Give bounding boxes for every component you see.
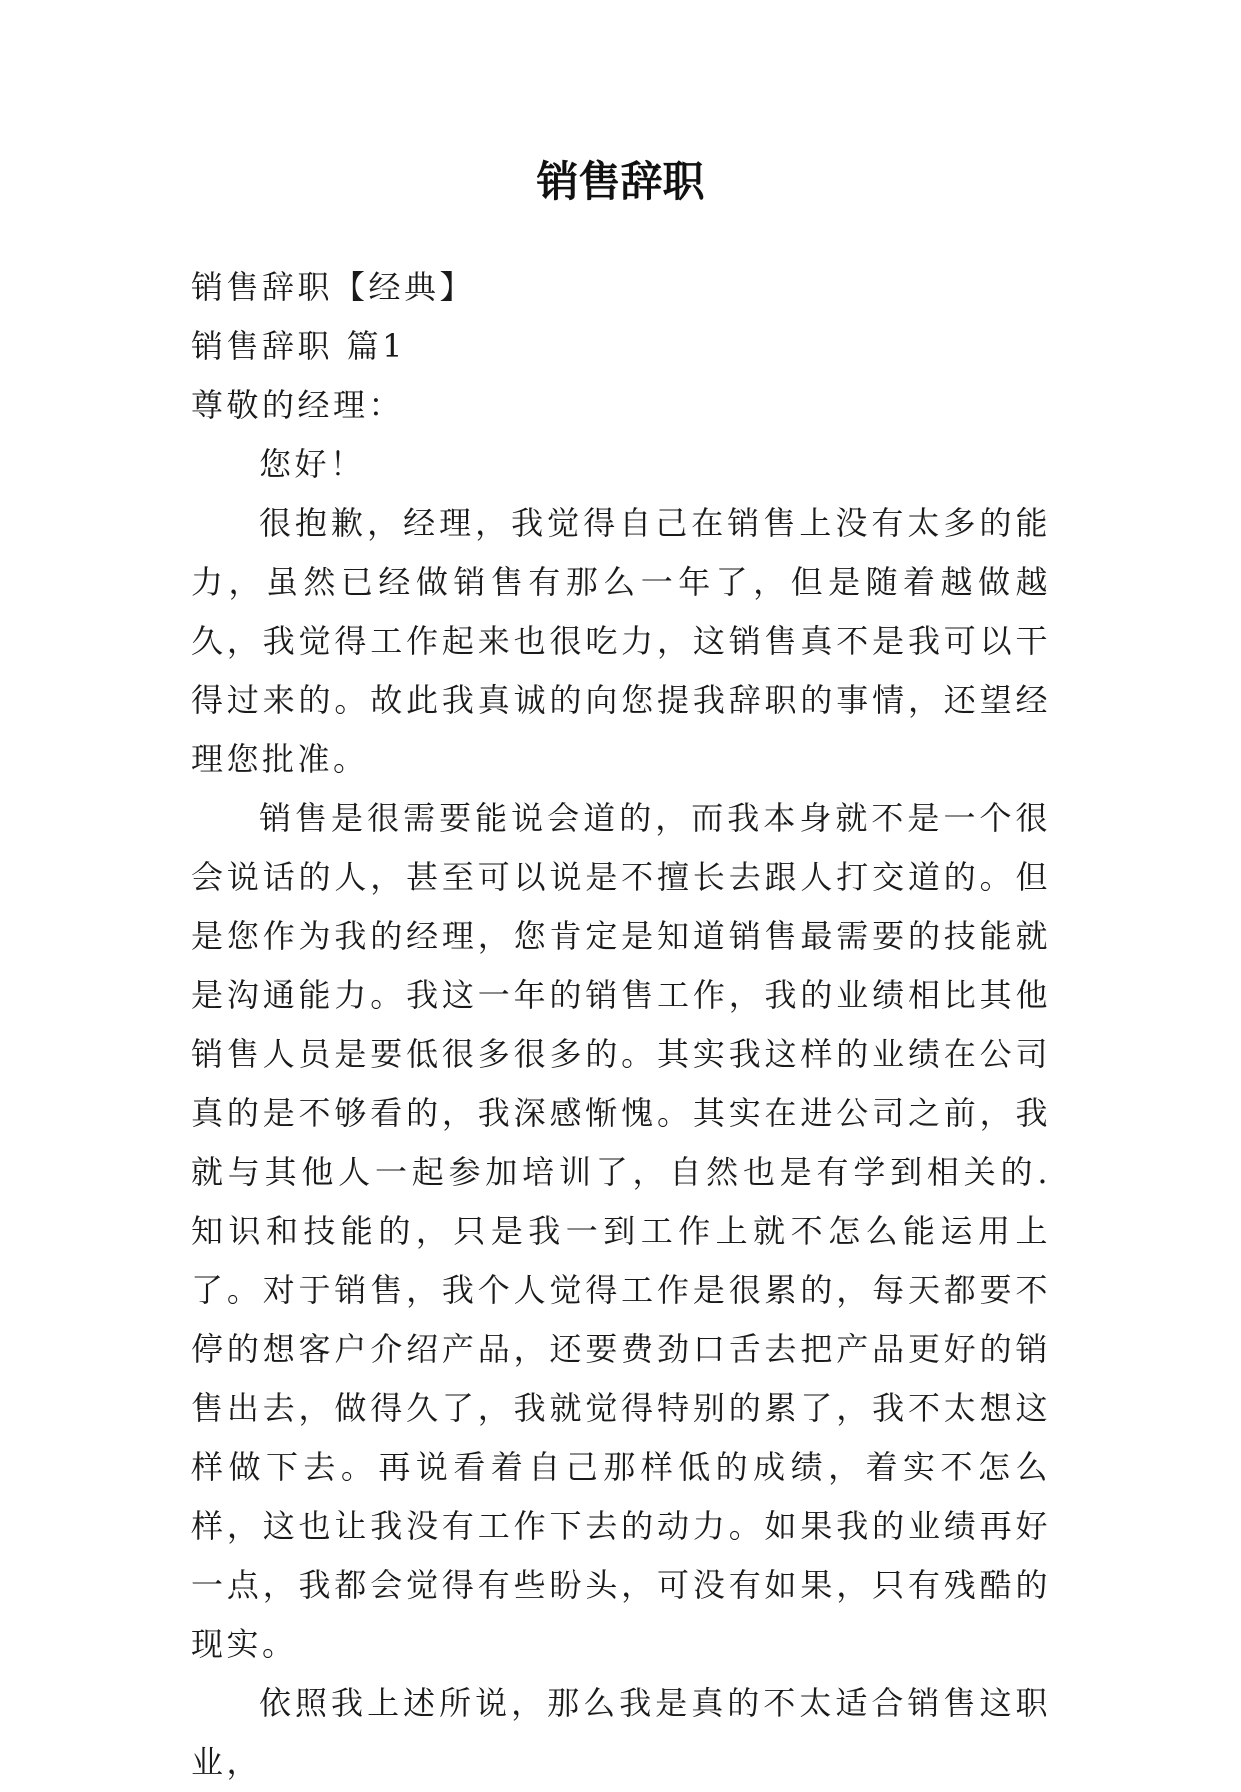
document-title: 销售辞职 bbox=[536, 157, 705, 206]
salutation: 尊敬的经理： bbox=[191, 386, 405, 424]
heading-line-title-classic: 销售辞职【经典】 bbox=[191, 268, 476, 306]
greeting: 您好！ bbox=[259, 445, 366, 483]
body-paragraph: 依照我上述所说，那么我是真的不太适合销售这职业， bbox=[191, 1684, 1051, 1781]
heading-line-article-number: 销售辞职 篇1 bbox=[191, 327, 407, 365]
body-paragraph: 销售是很需要能说会道的，而我本身就不是一个很会说话的人，甚至可以说是不擅长去跟人打交道的。但是您作为我的经理，您肯定是知道销售最需要的技能就是沟通能力。我这一年的销售工作，我的业绩相比其他销售人员是要低很多很多的。其实我这样的业绩在公司真的是不够看的，我深感惭愧。其实在进公司之前，我就与其他人一起参加培训了，自然也是有学到相关的.知识和技能的，只是我一到工作上就不怎么能运用上了。对于销售，我个人觉得工作是很累的，每天都要不停的想客户介绍产品，还要费劲口舌去把产品更好的销售出去，做得久了，我就觉得特别的累了，我不太想这样做下去。再说看着自己那样低的成绩，着实不怎么样，这也让我没有工作下去的动力。如果我的业绩再好一点，我都会觉得有些盼头，可没有如果，只有残酷的现实。 bbox=[191, 799, 1051, 1663]
document-body bbox=[191, 258, 1051, 1792]
body-paragraph: 很抱歉，经理，我觉得自己在销售上没有太多的能力，虽然已经做销售有那么一年了，但是随着越做越久，我觉得工作起来也很吃力，这销售真不是我可以干得过来的。故此我真诚的向您提我辞职的事情，还望经理您批准。 bbox=[191, 504, 1051, 778]
